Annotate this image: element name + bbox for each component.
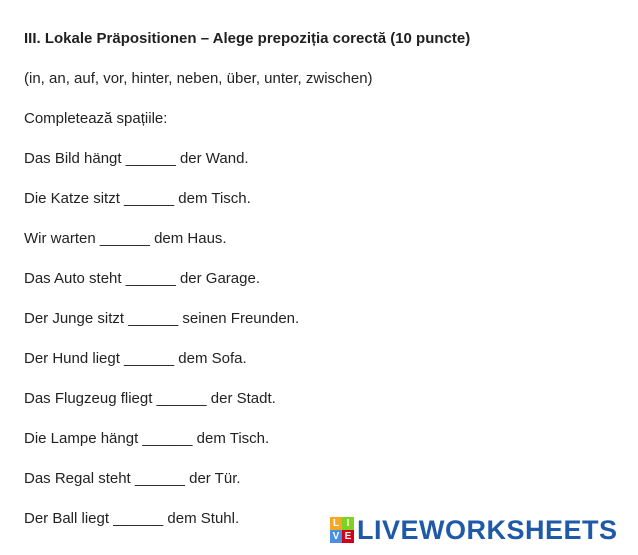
logo-letter-i: I [342,517,354,530]
sentence-4: Das Auto steht ______ der Garage. [24,270,260,287]
sentence-1: Das Bild hängt ______ der Wand. [24,150,249,167]
logo-letter-v: V [330,530,342,543]
sentence-6: Der Hund liegt ______ dem Sofa. [24,350,247,367]
sentence-2: Die Katze sitzt ______ dem Tisch. [24,190,251,207]
instruction-text: Completează spațiile: [24,110,168,127]
sentence-10: Der Ball liegt ______ dem Stuhl. [24,510,240,527]
liveworksheets-logo [330,515,618,545]
sentence-9: Das Regal steht ______ der Tür. [24,470,241,487]
section-title: III. Lokale Präpositionen – Alege prepoziția corectă (10 puncte) [24,30,471,47]
sentence-3: Wir warten ______ dem Haus. [24,230,227,247]
liveworksheets-logo-icon [330,517,354,543]
logo-letter-e: E [342,530,354,543]
logo-letter-l: L [330,517,342,530]
sentence-8: Die Lampe hängt ______ dem Tisch. [24,430,270,447]
sentence-7: Das Flugzeug fliegt ______ der Stadt. [24,390,276,407]
sentence-5: Der Junge sitzt ______ seinen Freunden. [24,310,300,327]
liveworksheets-wordmark: LIVEWORKSHEETS [357,515,618,545]
preposition-options: (in, an, auf, vor, hinter, neben, über, unter, zwischen) [24,70,373,87]
